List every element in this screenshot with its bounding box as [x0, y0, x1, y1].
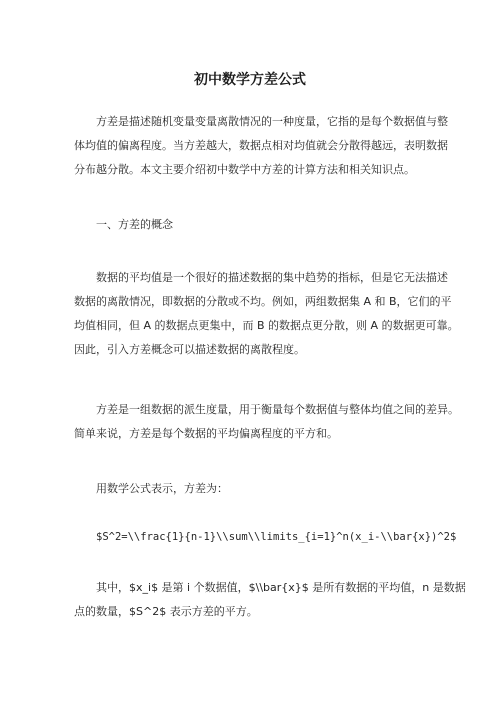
definition-paragraph	[74, 398, 459, 446]
document-title: 初中数学方差公式	[194, 72, 306, 88]
paragraph-line: 用数学公式表示，方差为：	[96, 482, 228, 495]
paragraph-line: 方差是描述随机变量变量离散情况的一种度量，它指的是每个数据值与整	[96, 115, 448, 128]
paragraph-line: 分布越分散。本文主要介绍初中数学中方差的计算方法和相关知识点。	[74, 163, 415, 176]
paragraph-line: 其中，$x_i$ 是第 i 个数据值，$\\bar{x}$ 是所有数据的平均值，n 是数据	[96, 581, 466, 594]
paragraph-line: 方差是一组数据的派生度量，用于衡量每个数据值与整体均值之间的差异。	[96, 403, 459, 416]
paragraph-line: 体均值的偏离程度。当方差越大，数据点相对均值就会分散得越远，表明数据	[74, 139, 448, 152]
paragraph-line: 因此，引入方差概念可以描述数据的离散程度。	[74, 343, 305, 356]
paragraph-line: 简单来说，方差是每个数据的平均偏离程度的平方和。	[74, 427, 338, 440]
paragraph-line: 数据的平均值是一个很好的描述数据的集中趋势的指标，但是它无法描述	[96, 271, 448, 284]
section-heading	[74, 213, 434, 237]
explanation-paragraph	[74, 576, 466, 624]
paragraph-line: 均值相同，但 A 的数据点更集中，而 B 的数据点更分散，则 A 的数据更可靠。	[74, 319, 459, 332]
intro-paragraph	[74, 110, 448, 182]
formula-intro-paragraph	[74, 477, 434, 501]
concept-paragraph	[74, 266, 459, 362]
formula-paragraph	[74, 525, 457, 549]
variance-formula: $S^2=\\frac{1}{n-1}\\sum\\limits_{i=1}^n(x_i-\\bar{x})^2$	[96, 531, 457, 543]
paragraph-line: 数据的离散情况，即数据的分散或不均。例如，两组数据集 A 和 B，它们的平	[74, 295, 452, 308]
section-heading-text: 一、方差的概念	[96, 218, 173, 231]
paragraph-line: 点的数量，$S^2$ 表示方差的平方。	[74, 605, 258, 618]
